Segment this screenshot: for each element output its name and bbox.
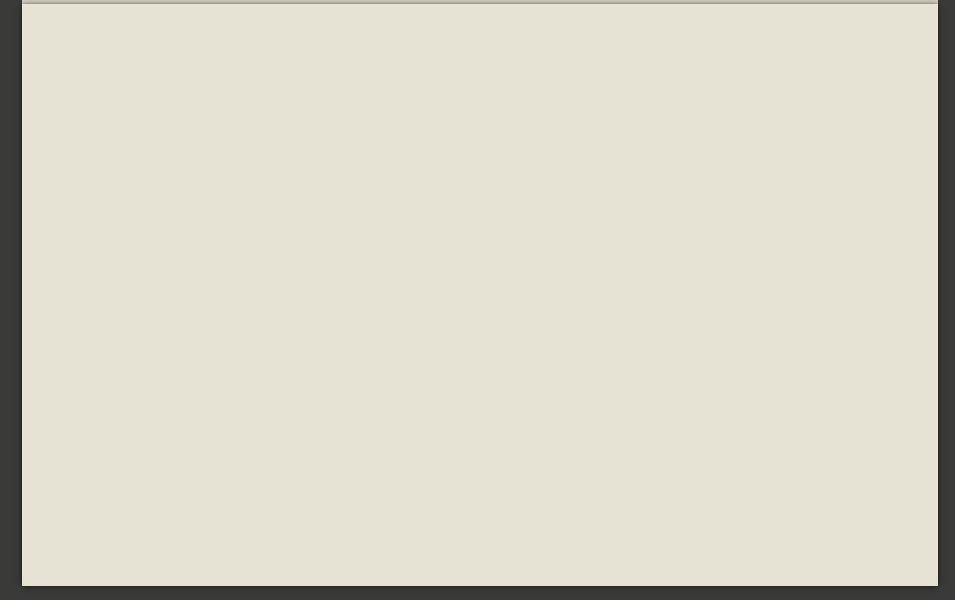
document-page [22,4,938,586]
